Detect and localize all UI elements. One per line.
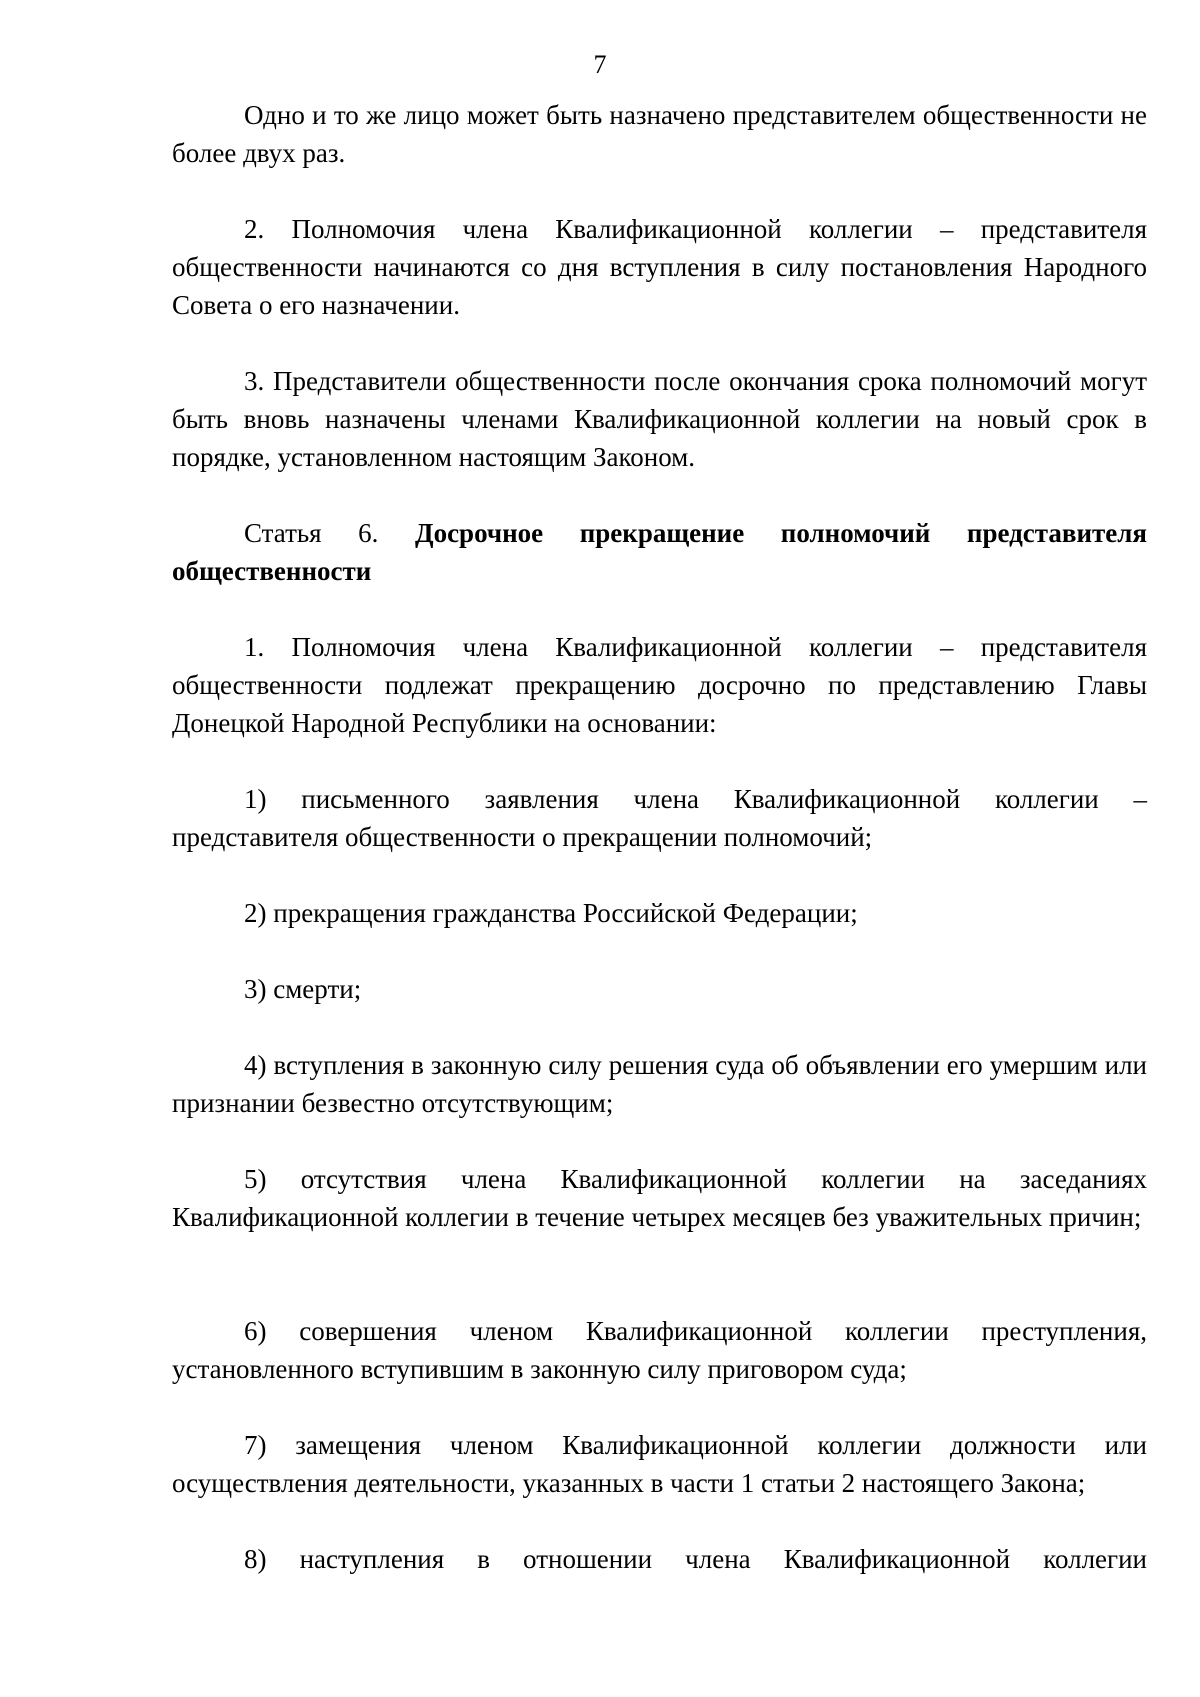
list-item-3-death: 3) смерти; <box>244 974 362 1004</box>
list-item-2-citizenship-termination: 2) прекращения гражданства Российской Федерации; <box>244 898 858 928</box>
paragraph-3-reappointment: 3. Представители общественности после окончания срока полномочий могут быть вновь назначены членами Квалификационной коллегии на новый срок в порядке, установленном настоящим Законом. <box>172 366 1147 472</box>
list-item-4-court-decision: 4) вступления в законную силу решения суда об объявлении его умершим или признании безвестно отсутствующим; <box>172 1050 1147 1118</box>
list-item-1-written-statement: 1) письменного заявления члена Квалификационной коллегии – представителя общественности о прекращении полномочий; <box>172 784 1147 852</box>
page-number: 7 <box>593 50 607 79</box>
list-item-7-position-holding: 7) замещения членом Квалификационной коллегии должности или осуществления деятельности, указанных в части 1 статьи 2 настоящего Закона; <box>172 1430 1147 1498</box>
article-6-title: Досрочное прекращение полномочий представителя общественности <box>172 518 1147 586</box>
article-6-prefix: Статья 6. <box>244 518 379 548</box>
paragraph-2-powers-start: 2. Полномочия члена Квалификационной коллегии – представителя общественности начинаются со дня вступления в силу постановления Народного Совета о его назначении. <box>172 214 1147 320</box>
list-item-5-absence: 5) отсутствия члена Квалификационной коллегии на заседаниях Квалификационной коллегии в течение четырех месяцев без уважительных причин; <box>172 1164 1147 1232</box>
list-item-8-onset: 8) наступления в отношении члена Квалификационной коллегии <box>244 1544 1147 1574</box>
paragraph-public-representative-limit: Одно и то же лицо может быть назначено представителем общественности не более двух раз. <box>172 100 1147 168</box>
paragraph-article-6-part-1: 1. Полномочия члена Квалификационной коллегии – представителя общественности подлежат прекращению досрочно по представлению Главы Донецкой Народной Республики на основании: <box>172 632 1147 738</box>
article-6-heading <box>172 514 1147 590</box>
list-item-6-crime: 6) совершения членом Квалификационной коллегии преступления, установленного вступившим в законную силу приговором суда; <box>172 1316 1147 1384</box>
